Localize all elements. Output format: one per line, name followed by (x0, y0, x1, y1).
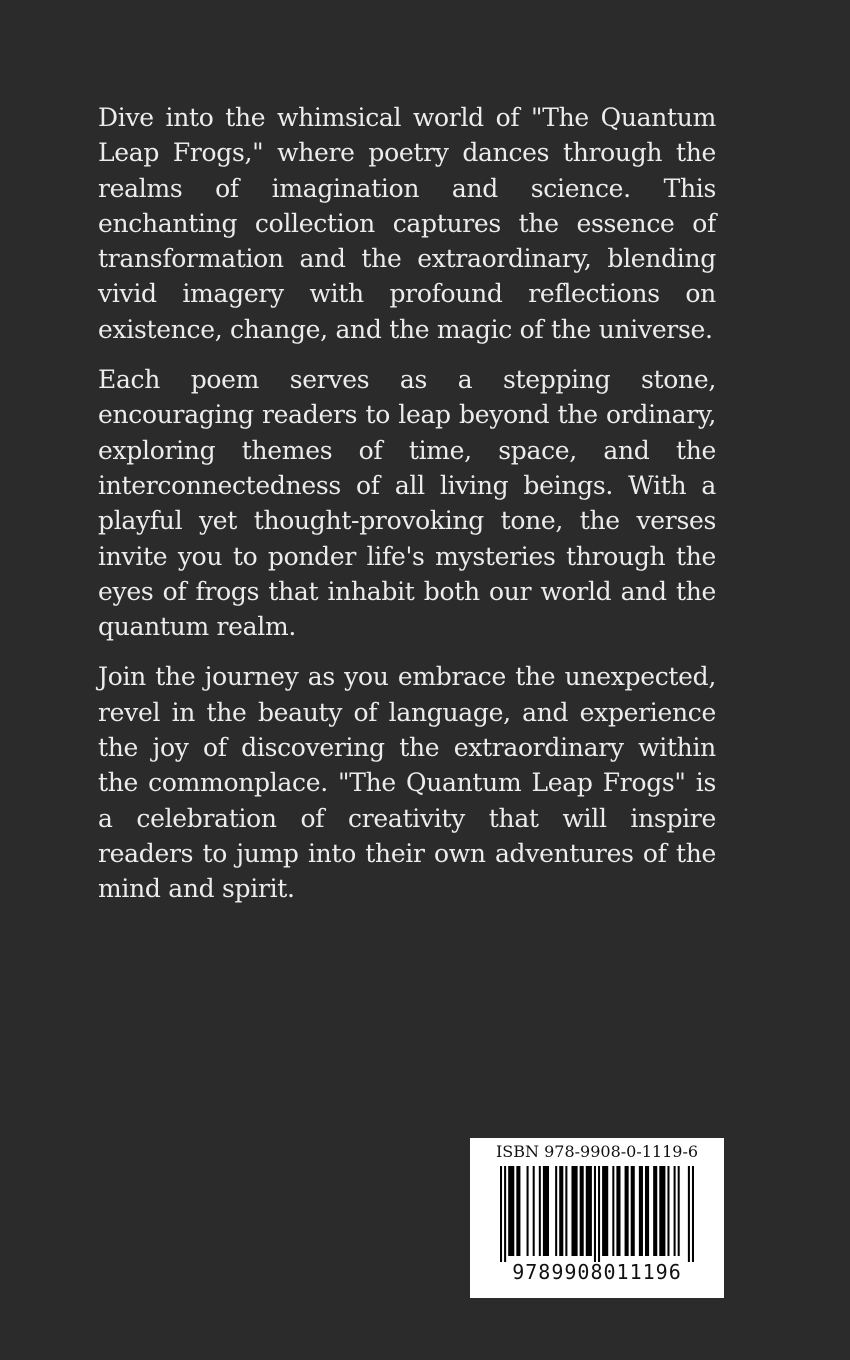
barcode-bar (586, 1166, 592, 1256)
barcode-bar (580, 1166, 584, 1256)
barcode-bar (500, 1166, 502, 1262)
barcode-bar (559, 1166, 563, 1256)
barcode-bar (533, 1166, 535, 1256)
isbn-label: ISBN 978-9908-0-1119-6 (495, 1142, 699, 1161)
barcode-bar (653, 1166, 657, 1256)
blurb-paragraph-3: Join the journey as you embrace the unexpected, revel in the beauty of language, and experience the joy of discovering the extraordinary within the commonplace. "The Quantum Leap Frogs" is a celebration of creativity that will inspire readers to jump into their own adventures of the mind and spirit. (98, 662, 716, 904)
barcode-bar (639, 1166, 643, 1256)
barcode-bar (504, 1166, 506, 1262)
barcode-bar (645, 1166, 649, 1256)
barcode-bar (688, 1166, 690, 1262)
isbn-barcode-box (470, 1138, 724, 1298)
barcode-bar (555, 1166, 557, 1256)
barcode-bar (625, 1166, 629, 1256)
barcode-bar (508, 1166, 514, 1256)
barcode-bar (674, 1166, 676, 1256)
barcode-bar (631, 1166, 635, 1256)
barcode-bar (659, 1166, 665, 1256)
barcode-bar (594, 1166, 596, 1262)
barcode-bar (612, 1166, 614, 1256)
barcode-bar (692, 1166, 694, 1262)
barcode-bar (678, 1166, 680, 1256)
blurb-paragraph-2: Each poem serves as a stepping stone, encouraging readers to leap beyond the ordinary, exploring themes of time, space, and the interconnectedness of all living beings. With a playful yet thought-provoking tone, the verses invite you to ponder life's mysteries through the eyes of frogs that inhabit both our world and the quantum realm. (98, 365, 716, 642)
barcode-bar (565, 1166, 567, 1256)
barcode-bar (516, 1166, 520, 1256)
barcode-bar (539, 1166, 541, 1256)
barcode-bar (527, 1166, 529, 1256)
barcode-bar (543, 1166, 549, 1256)
barcode-bar (571, 1166, 577, 1256)
blurb-paragraph-1: Dive into the whimsical world of "The Quantum Leap Frogs," where poetry dances through the realms of imagination and science. This enchanting collection captures the essence of transformation and the extraordinary, blending vivid imagery with profound reflections on existence, change, and the magic of the universe. (98, 103, 716, 344)
barcode-bar (616, 1166, 620, 1256)
barcode-bars (500, 1166, 694, 1262)
barcode-bar (598, 1166, 600, 1262)
barcode-bar (667, 1166, 669, 1256)
blurb-text (98, 100, 716, 922)
barcode-digits: 9789908011196 (512, 1260, 682, 1284)
barcode-bar (602, 1166, 608, 1256)
